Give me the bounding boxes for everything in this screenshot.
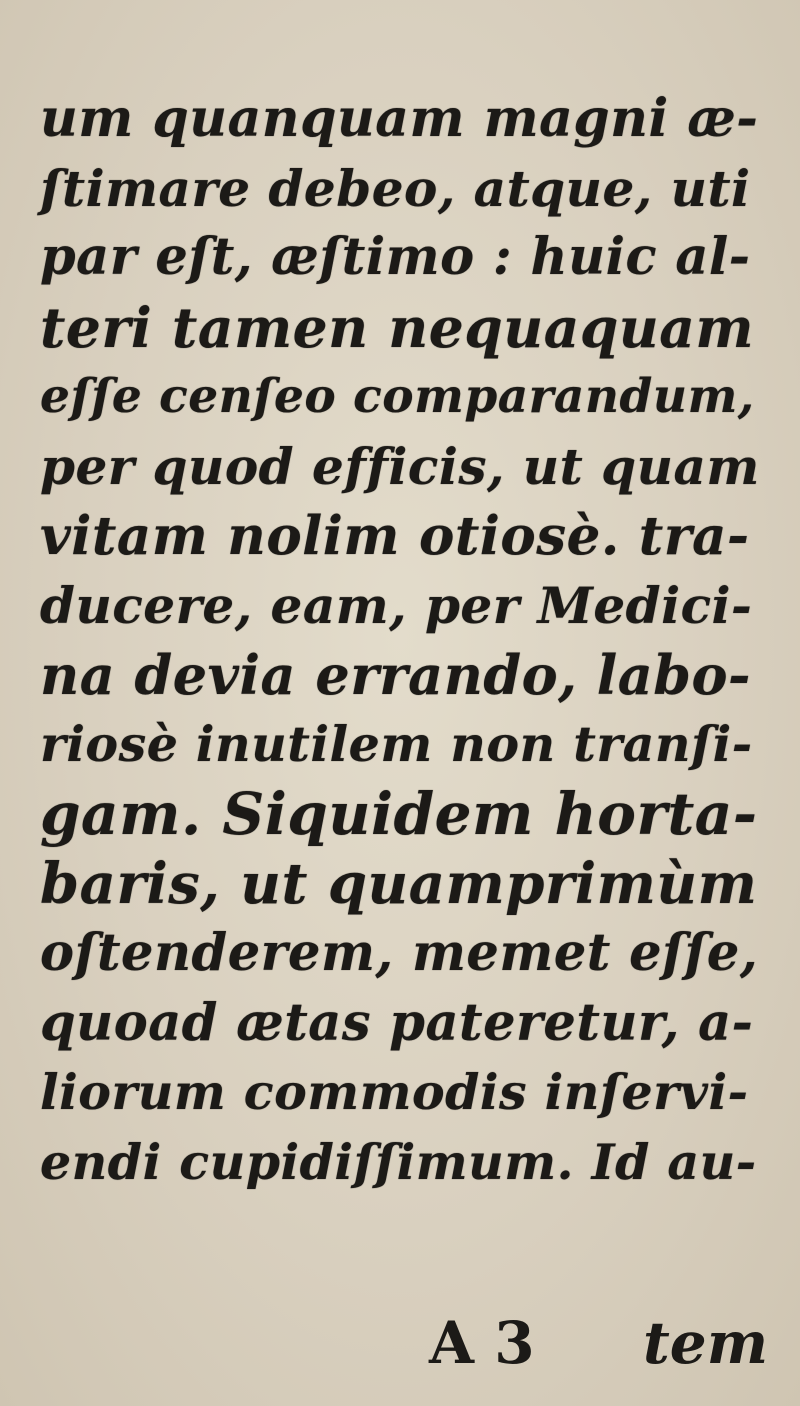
- text-line-11: gam. Siquidem horta-: [40, 779, 758, 848]
- text-line-7: vitam nolim otiosè. tra-: [40, 504, 750, 567]
- text-line-8: ducere, eam, per Medici-: [40, 576, 753, 636]
- page-footer: [40, 1308, 769, 1378]
- text-line-1: um quanquam magni æ-: [40, 88, 759, 149]
- text-line-13: oſtenderem, memet eſſe,: [40, 923, 759, 984]
- catchword: tem: [643, 1309, 769, 1377]
- text-line-6: per quod efficis, ut quam: [40, 436, 760, 496]
- text-line-10: riosè inutilem non tranſi-: [40, 715, 753, 774]
- text-line-2: ſtimare debeo, atque, uti: [40, 158, 751, 218]
- text-line-16: endi cupidiſſimum. Id au-: [40, 1132, 757, 1191]
- text-line-12: baris, ut quamprimùm: [40, 850, 758, 917]
- text-line-3: par eſt, æſtimo : huic al-: [40, 227, 751, 288]
- body-text: [40, 84, 760, 1198]
- text-line-5: eſſe cenſeo comparandum,: [40, 369, 755, 425]
- signature-mark: A 3: [429, 1309, 535, 1377]
- text-line-15: liorum commodis inſervi-: [40, 1063, 749, 1122]
- text-line-14: quoad ætas pateretur, a-: [40, 992, 754, 1053]
- text-line-4: teri tamen nequaquam: [40, 294, 755, 360]
- text-line-9: na devia errando, labo-: [40, 642, 751, 707]
